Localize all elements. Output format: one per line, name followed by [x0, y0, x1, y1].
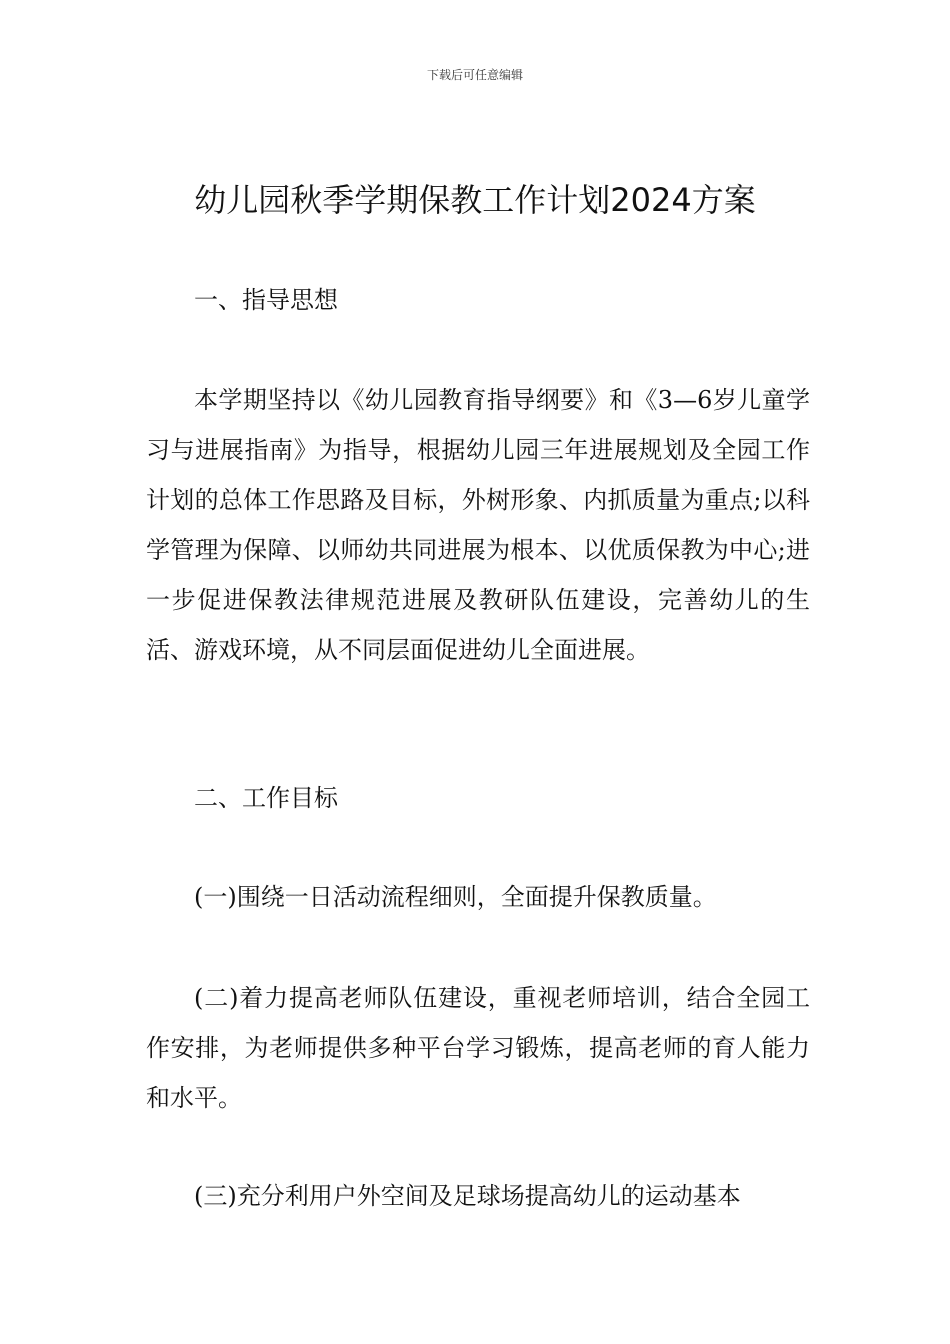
goal-item-2: (二)着力提高老师队伍建设，重视老师培训，结合全园工作安排，为老师提供多种平台学习锻炼，提高老师的育人能力和水平。 — [146, 984, 810, 1112]
header-note: 下载后可任意编辑 — [426, 68, 523, 82]
section-heading-work-goals: 二、工作目标 — [194, 784, 338, 812]
goal-item-1: (一)围绕一日活动流程细则，全面提升保教质量。 — [194, 883, 717, 911]
goal-item-3: (三)充分利用户外空间及足球场提高幼儿的运动基本 — [194, 1182, 741, 1210]
section-heading-guiding-ideology: 一、指导思想 — [194, 286, 338, 314]
document-title: 幼儿园秋季学期保教工作计划2024方案 — [194, 181, 756, 219]
paragraph-guiding-ideology: 本学期坚持以《幼儿园教育指导纲要》和《3—6岁儿童学习与进展指南》为指导，根据幼儿园三年进展规划及全园工作计划的总体工作思路及目标，外树形象、内抓质量为重点;以科学管理为保障、以师幼共同进展为根本、以优质保教为中心;进一步促进保教法律规范进展及教研队伍建设，完善幼儿的生活、游戏环境，从不同层面促进幼儿全面进展。 — [146, 386, 810, 664]
